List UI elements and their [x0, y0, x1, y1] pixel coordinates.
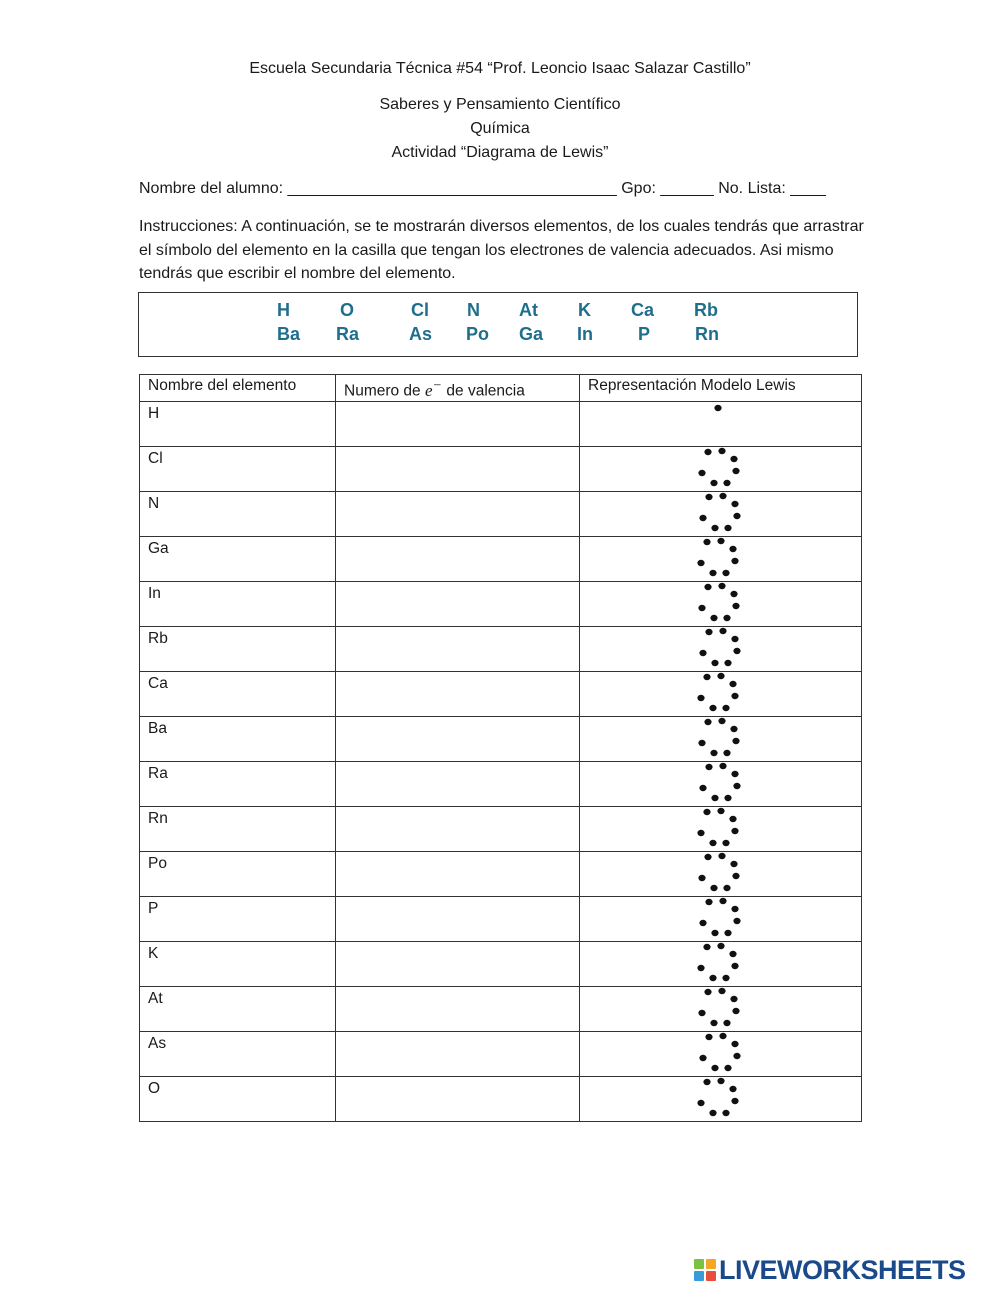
table-row — [140, 896, 862, 941]
electron-dot — [730, 455, 737, 461]
electron-dot — [697, 1099, 704, 1105]
electron-dot — [731, 1097, 738, 1103]
element-name-cell — [140, 536, 336, 581]
electron-dot — [733, 917, 740, 923]
valence-cell — [336, 941, 580, 986]
valence-cell — [336, 986, 580, 1031]
electron-dot — [705, 493, 712, 499]
table-row — [140, 671, 862, 716]
valence-input[interactable] — [338, 449, 581, 491]
electron-dot — [717, 1077, 724, 1083]
element-name-cell — [140, 491, 336, 536]
element-name: Ba — [148, 719, 167, 737]
valence-input[interactable] — [338, 629, 581, 671]
table-row — [140, 716, 862, 761]
electron-dot — [717, 942, 724, 948]
electron-e: e — [424, 380, 433, 400]
valence-input[interactable] — [338, 764, 581, 806]
list-number-label: No. Lista: — [718, 180, 786, 197]
electron-dot — [699, 1054, 706, 1060]
table-row — [140, 401, 862, 446]
valence-cell — [336, 671, 580, 716]
electron-dot — [718, 987, 725, 993]
electron-dot — [733, 647, 740, 653]
valence-input[interactable] — [338, 989, 581, 1031]
symbol-p[interactable]: P — [638, 324, 651, 344]
electron-dot — [731, 500, 738, 506]
electron-dot — [697, 694, 704, 700]
electron-dot — [709, 704, 716, 710]
lewis-dots — [695, 942, 755, 986]
element-name: Ca — [148, 674, 168, 692]
symbol-ba[interactable]: Ba — [277, 324, 301, 344]
valence-input[interactable] — [338, 674, 581, 716]
element-name: In — [148, 584, 161, 602]
electron-dot — [711, 929, 718, 935]
student-name-field[interactable]: _____________________________________ — [287, 180, 617, 197]
valence-cell — [336, 1076, 580, 1121]
electron-dot — [729, 950, 736, 956]
element-name-cell — [140, 581, 336, 626]
table-row — [140, 536, 862, 581]
electron-dot — [710, 749, 717, 755]
table-row — [140, 1076, 862, 1121]
electron-dot — [698, 469, 705, 475]
lewis-dots — [695, 582, 755, 626]
electron-dot — [732, 1007, 739, 1013]
table-row — [140, 1031, 862, 1076]
electron-dot — [711, 524, 718, 530]
electron-dot — [711, 659, 718, 665]
element-name: As — [148, 1034, 167, 1052]
element-name-cell — [140, 941, 336, 986]
electron-dot — [729, 545, 736, 551]
lewis-dots — [695, 717, 755, 761]
lewis-drop-cell[interactable] — [580, 761, 862, 806]
valence-cell — [336, 761, 580, 806]
symbol-ra[interactable]: Ra — [336, 324, 360, 344]
electron-dot — [698, 874, 705, 880]
electron-dot — [723, 1019, 730, 1025]
valence-input[interactable] — [338, 494, 581, 536]
lewis-dots — [695, 987, 755, 1031]
symbol-cl[interactable]: Cl — [411, 300, 429, 320]
header-element-name: Nombre del elemento — [140, 375, 336, 402]
lewis-dots — [695, 897, 755, 941]
liveworksheets-logo — [693, 1255, 966, 1285]
electron-dot — [718, 582, 725, 588]
electron-dot — [717, 807, 724, 813]
lewis-dots — [695, 402, 755, 446]
symbol-po[interactable]: Po — [466, 324, 490, 344]
symbol-k[interactable]: K — [578, 300, 591, 320]
table-row — [140, 491, 862, 536]
element-name-cell — [140, 851, 336, 896]
electron-dot — [722, 704, 729, 710]
element-name: H — [148, 404, 160, 422]
valence-input[interactable] — [338, 539, 581, 581]
lewis-dots — [695, 492, 755, 536]
valence-cell — [336, 401, 580, 446]
electron-dot — [705, 628, 712, 634]
valence-cell — [336, 1031, 580, 1076]
valence-cell — [336, 896, 580, 941]
electron-dot — [723, 614, 730, 620]
electron-dot — [730, 590, 737, 596]
electron-dot — [732, 602, 739, 608]
lewis-drop-cell[interactable] — [580, 986, 862, 1031]
valence-input[interactable] — [338, 899, 581, 941]
lewis-drop-cell[interactable] — [580, 626, 862, 671]
electron-dot — [704, 448, 711, 454]
electron-dot — [703, 673, 710, 679]
electron-dot — [709, 974, 716, 980]
subject-area: Saberes y Pensamiento Científico — [379, 96, 621, 113]
electron-dot — [723, 749, 730, 755]
liveworksheets-logo-text: LIVEWORKSHEETS — [719, 1254, 966, 1285]
element-name-cell — [140, 626, 336, 671]
valence-cell — [336, 851, 580, 896]
table-row — [140, 806, 862, 851]
valence-input[interactable] — [338, 404, 581, 446]
valence-input[interactable] — [338, 584, 581, 626]
lewis-drop-cell[interactable] — [580, 536, 862, 581]
lewis-dots — [695, 627, 755, 671]
symbol-as[interactable]: As — [409, 324, 433, 344]
element-name: O — [148, 1079, 161, 1097]
electron-dot — [718, 447, 725, 453]
subject-title: Química — [470, 120, 530, 137]
lewis-dots — [695, 762, 755, 806]
table-row — [140, 941, 862, 986]
valence-cell — [336, 446, 580, 491]
electron-dot — [705, 1033, 712, 1039]
valence-cell — [336, 536, 580, 581]
electron-dot — [731, 557, 738, 563]
table-row — [140, 761, 862, 806]
electron-dot — [709, 569, 716, 575]
electron-dot — [724, 524, 731, 530]
electron-dot — [704, 853, 711, 859]
electron-dot — [723, 884, 730, 890]
electron-dot — [710, 614, 717, 620]
symbol-h[interactable]: H — [277, 300, 290, 320]
electron-dot — [731, 962, 738, 968]
electron-dot — [722, 974, 729, 980]
electron-dot — [719, 1032, 726, 1038]
lewis-drop-cell[interactable] — [580, 491, 862, 536]
electron-dot — [731, 770, 738, 776]
electron-charge: − — [432, 377, 443, 393]
electron-dot — [719, 897, 726, 903]
header-valence — [336, 375, 580, 402]
table-row — [140, 626, 862, 671]
symbol-in[interactable]: In — [577, 324, 593, 344]
valence-cell — [336, 491, 580, 536]
electron-dot — [709, 1109, 716, 1115]
electron-dot — [698, 604, 705, 610]
list-number-field[interactable]: ____ — [790, 180, 826, 197]
school-name: Escuela Secundaria Técnica #54 “Prof. Leoncio Isaac Salazar Castillo” — [249, 60, 751, 77]
valence-input[interactable] — [338, 944, 581, 986]
electron-dot — [724, 1064, 731, 1070]
electron-dot — [732, 737, 739, 743]
electron-dot — [714, 404, 721, 410]
electron-dot — [704, 718, 711, 724]
element-name-cell — [140, 761, 336, 806]
electron-dot — [732, 467, 739, 473]
electron-dot — [697, 559, 704, 565]
valence-input[interactable] — [338, 1034, 581, 1076]
electron-dot — [698, 1009, 705, 1015]
electron-dot — [710, 1019, 717, 1025]
table-row — [140, 851, 862, 896]
electron-dot — [717, 537, 724, 543]
electron-dot — [733, 1052, 740, 1058]
electron-dot — [718, 717, 725, 723]
element-name-cell — [140, 446, 336, 491]
electron-dot — [730, 860, 737, 866]
valence-input[interactable] — [338, 719, 581, 761]
valence-input[interactable] — [338, 1079, 581, 1121]
element-name-cell — [140, 1031, 336, 1076]
lewis-dots — [695, 537, 755, 581]
electron-dot — [703, 1078, 710, 1084]
student-info-line — [139, 180, 826, 198]
electron-dot — [711, 1064, 718, 1070]
lewis-drop-cell[interactable] — [580, 896, 862, 941]
lewis-dots — [695, 807, 755, 851]
lewis-drop-cell[interactable] — [580, 1076, 862, 1121]
group-field[interactable]: ______ — [660, 180, 714, 197]
lewis-drop-cell[interactable] — [580, 581, 862, 626]
symbol-ca[interactable]: Ca — [631, 300, 655, 320]
electron-dot — [729, 680, 736, 686]
table-row — [140, 446, 862, 491]
symbol-rb[interactable]: Rb — [694, 300, 718, 320]
electron-dot — [723, 479, 730, 485]
lewis-dots — [695, 672, 755, 716]
electron-dot — [703, 538, 710, 544]
symbol-ga[interactable]: Ga — [519, 324, 544, 344]
table-row — [140, 581, 862, 626]
element-name-cell — [140, 716, 336, 761]
electron-dot — [730, 995, 737, 1001]
symbol-at[interactable]: At — [519, 300, 538, 320]
electron-dot — [710, 884, 717, 890]
header-valence-suffix: de valencia — [446, 382, 525, 400]
electron-dot — [733, 782, 740, 788]
student-name-label: Nombre del alumno: — [139, 180, 284, 197]
valence-cell — [336, 806, 580, 851]
symbol-n[interactable]: N — [467, 300, 480, 320]
element-name: P — [148, 899, 159, 917]
electron-dot — [724, 929, 731, 935]
valence-cell — [336, 581, 580, 626]
lewis-dots — [695, 1032, 755, 1076]
electron-dot — [724, 794, 731, 800]
element-name-cell — [140, 401, 336, 446]
electron-dot — [705, 763, 712, 769]
element-name: Po — [148, 854, 167, 872]
electron-dot — [730, 725, 737, 731]
header-electron-symbol — [424, 377, 443, 400]
symbol-bank — [138, 292, 858, 357]
electron-dot — [731, 1040, 738, 1046]
electron-dot — [697, 829, 704, 835]
electron-dot — [731, 692, 738, 698]
electron-dot — [718, 852, 725, 858]
instructions: Instrucciones: A continuación, se te mostrarán diversos elementos, de los cuales tendrás que arrastrar el símbolo del elemento en la casilla que tengan los electrones de valencia adecuados. Asi mismo tendrás que escribir el nombre del elemento. — [139, 218, 864, 282]
valence-input[interactable] — [338, 809, 581, 851]
electron-dot — [731, 905, 738, 911]
element-name: At — [148, 989, 163, 1007]
element-name: N — [148, 494, 160, 512]
symbol-o[interactable]: O — [340, 300, 355, 320]
valence-cell — [336, 626, 580, 671]
lewis-table — [139, 374, 862, 1122]
lewis-drop-cell[interactable] — [580, 941, 862, 986]
valence-cell — [336, 716, 580, 761]
electron-dot — [704, 988, 711, 994]
electron-dot — [699, 784, 706, 790]
symbol-rn[interactable]: Rn — [695, 324, 719, 344]
lewis-drop-cell[interactable] — [580, 446, 862, 491]
electron-dot — [719, 762, 726, 768]
lewis-dots — [695, 852, 755, 896]
activity-title: Actividad “Diagrama de Lewis” — [391, 144, 609, 161]
electron-dot — [722, 1109, 729, 1115]
electron-dot — [731, 635, 738, 641]
electron-dot — [709, 839, 716, 845]
element-name: Rb — [148, 629, 168, 647]
element-name: Ra — [148, 764, 168, 782]
electron-dot — [729, 1085, 736, 1091]
electron-dot — [705, 898, 712, 904]
element-name: Rn — [148, 809, 168, 827]
electron-dot — [719, 492, 726, 498]
lewis-drop-cell[interactable] — [580, 806, 862, 851]
electron-dot — [704, 583, 711, 589]
header-valence-prefix: Numero de — [344, 382, 425, 400]
group-label: Gpo: — [621, 180, 656, 197]
electron-dot — [717, 672, 724, 678]
electron-dot — [710, 479, 717, 485]
electron-dot — [719, 627, 726, 633]
electron-dot — [724, 659, 731, 665]
electron-dot — [731, 827, 738, 833]
electron-dot — [729, 815, 736, 821]
electron-dot — [722, 569, 729, 575]
liveworksheets-logo-icon — [693, 1257, 719, 1283]
lewis-dots — [695, 447, 755, 491]
table-row — [140, 986, 862, 1031]
element-name: Ga — [148, 539, 169, 557]
electron-dot — [732, 872, 739, 878]
lewis-dots — [695, 1077, 755, 1121]
element-name-cell — [140, 806, 336, 851]
element-name: Cl — [148, 449, 163, 467]
element-name: K — [148, 944, 159, 962]
electron-dot — [699, 514, 706, 520]
electron-dot — [697, 964, 704, 970]
electron-dot — [711, 794, 718, 800]
electron-dot — [733, 512, 740, 518]
lewis-drop-cell[interactable] — [580, 716, 862, 761]
valence-input[interactable] — [338, 854, 581, 896]
element-name-cell — [140, 896, 336, 941]
header-lewis: Representación Modelo Lewis — [580, 375, 862, 402]
lewis-drop-cell[interactable] — [580, 1031, 862, 1076]
element-name-cell — [140, 986, 336, 1031]
lewis-drop-cell[interactable] — [580, 851, 862, 896]
electron-dot — [699, 919, 706, 925]
element-name-cell — [140, 1076, 336, 1121]
table-header-row — [140, 375, 862, 402]
electron-dot — [703, 943, 710, 949]
electron-dot — [699, 649, 706, 655]
electron-dot — [698, 739, 705, 745]
electron-dot — [703, 808, 710, 814]
lewis-drop-cell[interactable] — [580, 401, 862, 446]
electron-dot — [722, 839, 729, 845]
element-name-cell — [140, 671, 336, 716]
lewis-drop-cell[interactable] — [580, 671, 862, 716]
